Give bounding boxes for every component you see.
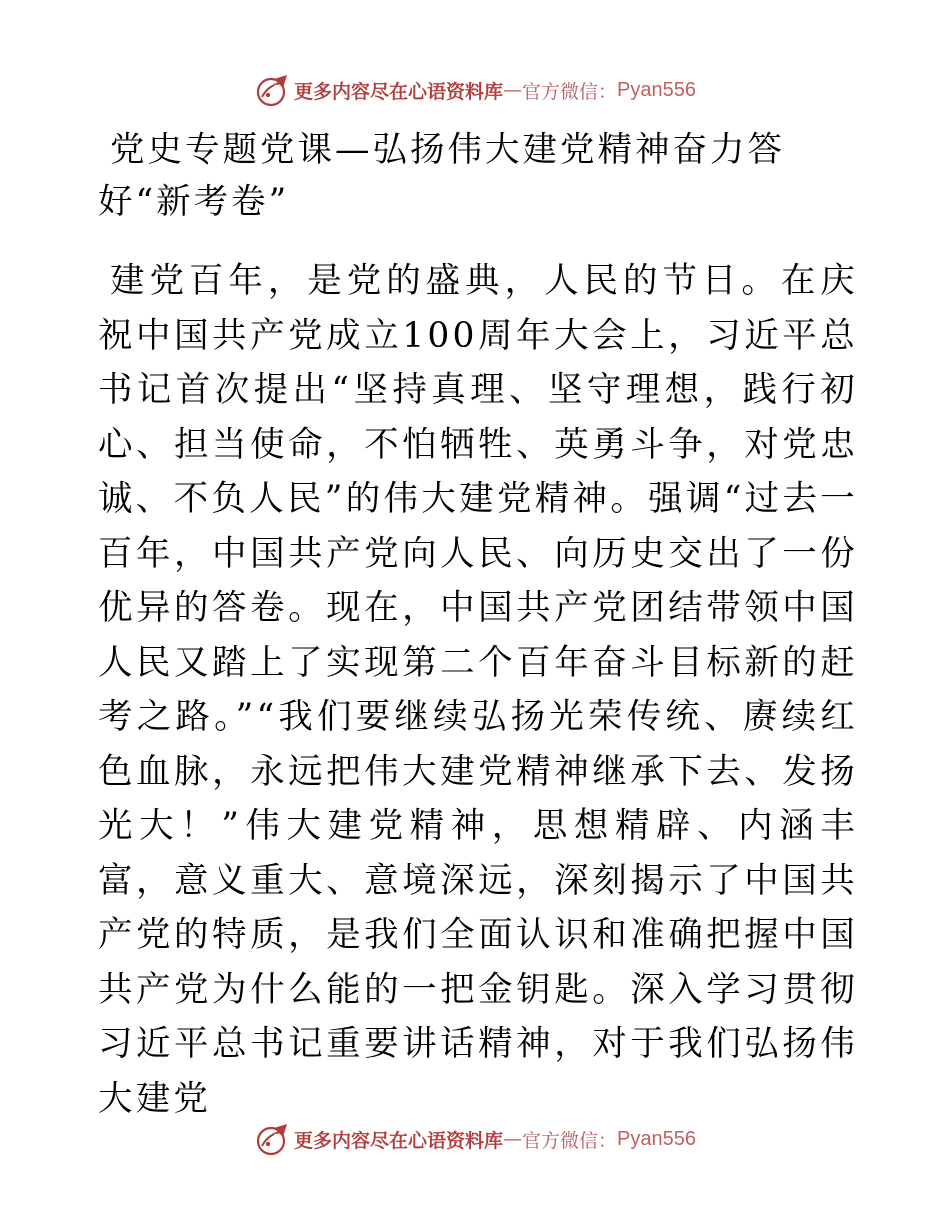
banner-wechat-label: 官方微信： bbox=[522, 1129, 618, 1152]
banner-separator: — bbox=[503, 1128, 523, 1150]
footer-banner bbox=[0, 1119, 950, 1159]
body-paragraph: 建党百年，是党的盛典，人民的节日。在庆祝中国共产党成立100周年大会上，习近平总书记首次提出“坚持真理、坚守理想，践行初心、担当使命，不怕牺牲、英勇斗争，对党忠诚、不负人民”的伟大建党精神。强调“过去一百年，中国共产党向人民、向历史交出了一份优异的答卷。现在，中国共产党团结带领中国人民又踏上了实现第二个百年奋斗目标新的赶考之路。”“我们要继续弘扬光荣传统、赓续红色血脉，永远把伟大建党精神继承下去、发扬光大！”伟大建党精神，思想精辟、内涵丰富，意义重大、意境深远，深刻揭示了中国共产党的特质，是我们全面认识和准确把握中国共产党为什么能的一把金钥匙。深入学习贯彻习近平总书记重要讲话精神，对于我们弘扬伟大建党 bbox=[98, 261, 858, 1119]
banner-text: 更多内容尽在心语资料库 bbox=[294, 80, 504, 103]
banner-text: 更多内容尽在心语资料库 bbox=[294, 1129, 504, 1152]
document-title: 党史专题党课—弘扬伟大建党精神奋力答好“新考卷” bbox=[98, 130, 785, 222]
pen-nib-logo-icon bbox=[254, 1120, 292, 1158]
banner-wechat-id: Pyan556 bbox=[617, 1127, 696, 1150]
pen-nib-logo-icon bbox=[254, 71, 292, 109]
banner-separator: — bbox=[503, 79, 523, 101]
header-banner bbox=[0, 70, 950, 110]
banner-wechat-label: 官方微信： bbox=[522, 80, 618, 103]
banner-wechat-id: Pyan556 bbox=[617, 78, 696, 101]
